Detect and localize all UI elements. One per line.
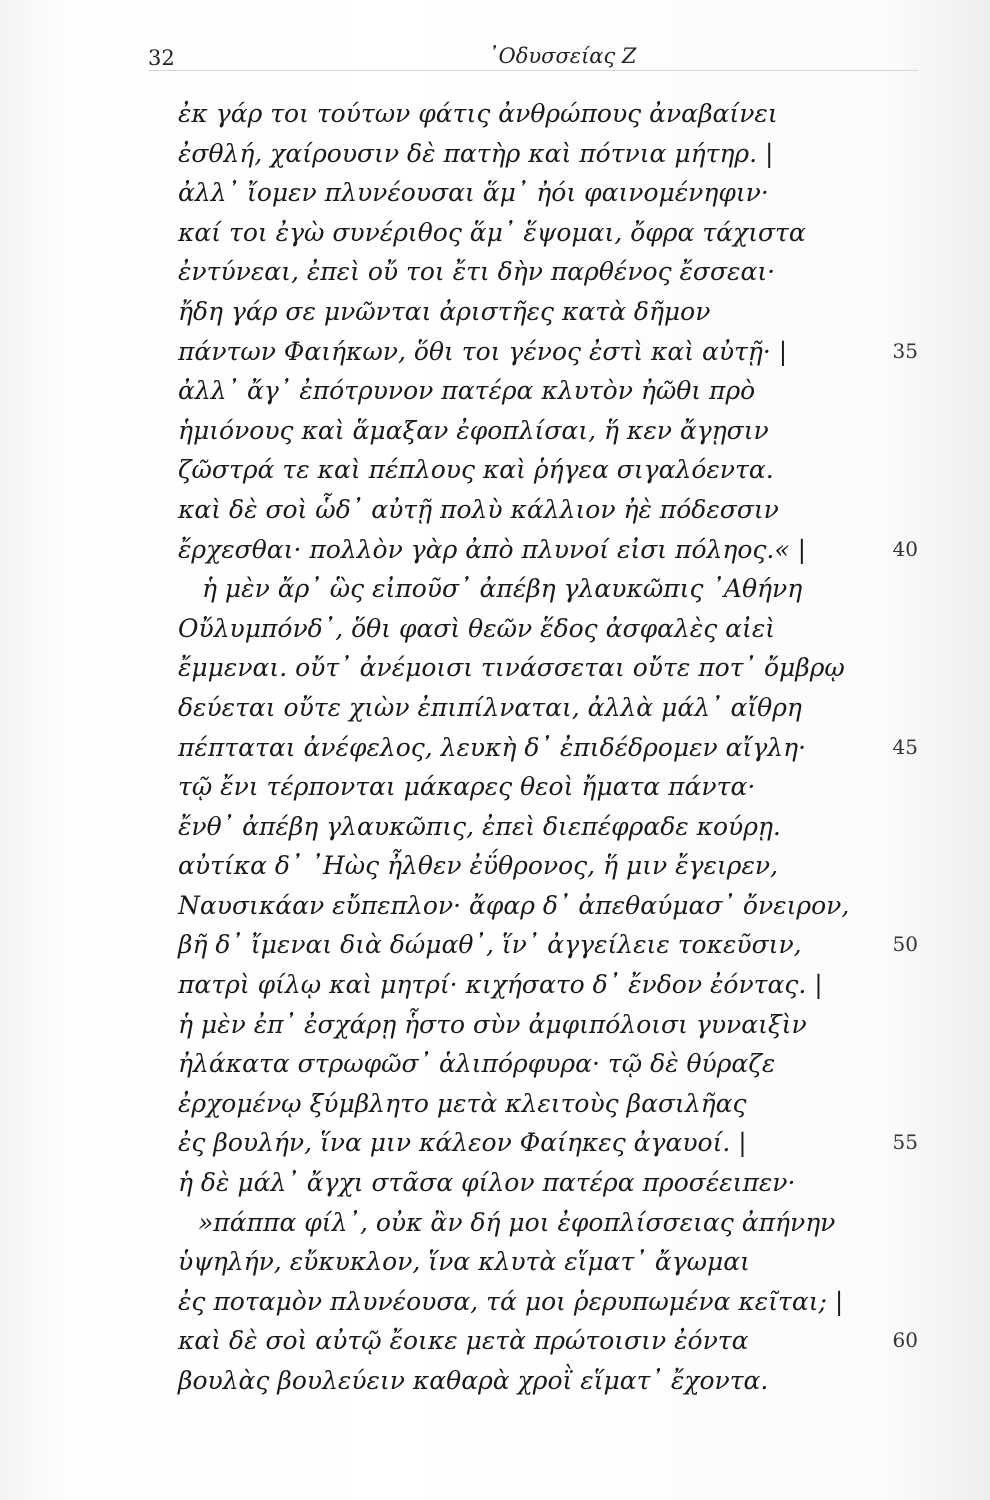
verse-line — [178, 1005, 918, 1045]
verse-text: αὐτίκα δ᾽ ᾽Ηὼς ἦλθεν ἐΰθρονος, ἥ μιν ἔγειρεν, — [178, 851, 779, 881]
verse-text: ἐντύνεαι, ἐπεὶ οὔ τοι ἔτι δὴν παρθένος ἔσσεαι· — [178, 257, 776, 287]
verse-line — [178, 490, 918, 530]
verse-text: δεύεται οὔτε χιὼν ἐπιπίλναται, ἀλλὰ μάλ᾽ αἴθρη — [178, 692, 802, 722]
line-number: 50 — [892, 932, 918, 957]
verse-line — [178, 886, 918, 926]
verse-text: πάντων Φαιήκων, ὅθι τοι γένος ἐστὶ καὶ αὐτῇ· | — [178, 336, 788, 366]
verse-line — [178, 1084, 918, 1124]
verse-text: ἡ δὲ μάλ᾽ ἄγχι στᾶσα φίλον πατέρα προσέειπεν· — [178, 1168, 796, 1198]
page-number: 32 — [148, 46, 175, 70]
verse-line — [178, 371, 918, 411]
verse-text: πατρὶ φίλῳ καὶ μητρί· κιχήσατο δ᾽ ἔνδον ἐόντας. | — [178, 970, 823, 1000]
verse-line — [178, 134, 918, 174]
verse-text: ἀλλ᾽ ἄγ᾽ ἐπότρυνον πατέρα κλυτὸν ἠῶθι πρὸ — [178, 376, 756, 406]
verse-line — [178, 1321, 918, 1361]
line-number: 35 — [892, 338, 918, 363]
verse-text: ἐκ γάρ τοι τούτων φάτις ἀνθρώπους ἀναβαίνει — [178, 99, 778, 128]
verse-text: ἀλλ᾽ ἴομεν πλυνέουσαι ἅμ᾽ ἠόι φαινομένηφιν· — [178, 178, 769, 208]
verse-text: ἡ μὲν ἄρ᾽ ὣς εἰποῦσ᾽ ἀπέβη γλαυκῶπις ᾽Αθήνη — [202, 574, 803, 604]
verse-text: Οὔλυμπόνδ᾽, ὅθι φασὶ θεῶν ἕδος ἀσφαλὲς αἰεὶ — [178, 613, 776, 643]
verse-line — [178, 252, 918, 292]
verse-line — [178, 728, 918, 768]
verse-line — [178, 1123, 918, 1163]
verse-line — [178, 807, 918, 847]
verse-line — [178, 94, 918, 134]
verse-line — [178, 1203, 918, 1243]
verse-line — [178, 332, 918, 372]
verse-text: Ναυσικάαν εὔπεπλον· ἄφαρ δ᾽ ἀπεθαύμασ᾽ ὄνειρον, — [178, 890, 850, 920]
verse-text: ἡμιόνους καὶ ἅμαξαν ἐφοπλίσαι, ἥ κεν ἄγῃσιν — [178, 415, 769, 445]
verse-line — [178, 530, 918, 570]
verse-text: καί τοι ἐγὼ συνέριθος ἅμ᾽ ἕψομαι, ὄφρα τάχιστα — [178, 217, 806, 247]
verse-text: βουλὰς βουλεύειν καθαρὰ χροῒ εἵματ᾽ ἔχοντα. — [178, 1366, 769, 1395]
line-number: 45 — [892, 734, 918, 759]
verse-line — [178, 1282, 918, 1322]
verse-text: ἤδη γάρ σε μνῶνται ἀριστῆες κατὰ δῆμον — [178, 296, 711, 326]
verse-line — [178, 688, 918, 728]
verse-line — [178, 1163, 918, 1203]
verse-line — [178, 609, 918, 649]
verse-block — [178, 94, 918, 1401]
verse-line — [178, 965, 918, 1005]
verse-line — [178, 767, 918, 807]
verse-line — [178, 411, 918, 451]
verse-line — [178, 648, 918, 688]
verse-line — [178, 450, 918, 490]
verse-text: ἠλάκατα στρωφῶσ᾽ ἁλιπόρφυρα· τῷ δὲ θύραζε — [178, 1049, 776, 1079]
verse-text: ἐς ποταμὸν πλυνέουσα, τά μοι ῥερυπωμένα κεῖται; | — [178, 1286, 844, 1316]
verse-text: ἐσθλή, χαίρουσιν δὲ πατὴρ καὶ πότνια μήτηρ. | — [178, 138, 774, 168]
verse-text: ὑψηλήν, εὔκυκλον, ἵνα κλυτὰ εἵματ᾽ ἄγωμαι — [178, 1247, 750, 1277]
running-title: ᾽Οδυσσείας Ζ — [488, 44, 637, 68]
verse-text: καὶ δὲ σοὶ αὐτῷ ἔοικε μετὰ πρώτοισιν ἐόντα — [178, 1326, 749, 1356]
verse-text: ἡ μὲν ἐπ᾽ ἐσχάρῃ ἧστο σὺν ἀμφιπόλοισι γυναιξὶν — [178, 1009, 807, 1039]
line-number: 60 — [892, 1328, 918, 1353]
verse-text: βῆ δ᾽ ἴμεναι διὰ δώμαθ᾽, ἵν᾽ ἀγγείλειε τοκεῦσιν, — [178, 930, 802, 960]
line-number: 40 — [892, 536, 918, 561]
verse-text: ζῶστρά τε καὶ πέπλους καὶ ῥήγεα σιγαλόεντα. — [178, 455, 774, 485]
verse-line — [178, 925, 918, 965]
verse-text: ἔρχεσθαι· πολλὸν γὰρ ἀπὸ πλυνοί εἰσι πόληος.« | — [178, 534, 806, 564]
verse-text: καὶ δὲ σοὶ ὧδ᾽ αὐτῇ πολὺ κάλλιον ἠὲ πόδεσσιν — [178, 494, 779, 524]
line-number: 55 — [892, 1130, 918, 1155]
verse-text: τῷ ἔνι τέρπονται μάκαρες θεοὶ ἤματα πάντα· — [178, 772, 756, 802]
verse-text: ἔνθ᾽ ἀπέβη γλαυκῶπις, ἐπεὶ διεπέφραδε κούρῃ. — [178, 811, 781, 841]
verse-line — [178, 569, 918, 609]
verse-text: πέπταται ἀνέφελος, λευκὴ δ᾽ ἐπιδέδρομεν αἴγλη· — [178, 732, 807, 762]
verse-line — [178, 1044, 918, 1084]
verse-text: »πάππα φίλ᾽, οὐκ ἂν δή μοι ἐφοπλίσσειας ἀπήνην — [198, 1207, 836, 1237]
verse-line — [178, 1242, 918, 1282]
verse-line — [178, 213, 918, 253]
verse-text: ἐς βουλήν, ἵνα μιν κάλεον Φαίηκες ἀγαυοί. | — [178, 1128, 747, 1158]
verse-line — [178, 173, 918, 213]
header-rule — [148, 70, 918, 71]
verse-text: ἔμμεναι. οὔτ᾽ ἀνέμοισι τινάσσεται οὔτε ποτ᾽ ὄμβρῳ — [178, 653, 845, 683]
page-header — [148, 40, 918, 80]
verse-text: ἐρχομένῳ ξύμβλητο μετὰ κλειτοὺς βασιλῆας — [178, 1088, 747, 1118]
verse-line — [178, 846, 918, 886]
verse-line — [178, 292, 918, 332]
verse-line — [178, 1361, 918, 1401]
